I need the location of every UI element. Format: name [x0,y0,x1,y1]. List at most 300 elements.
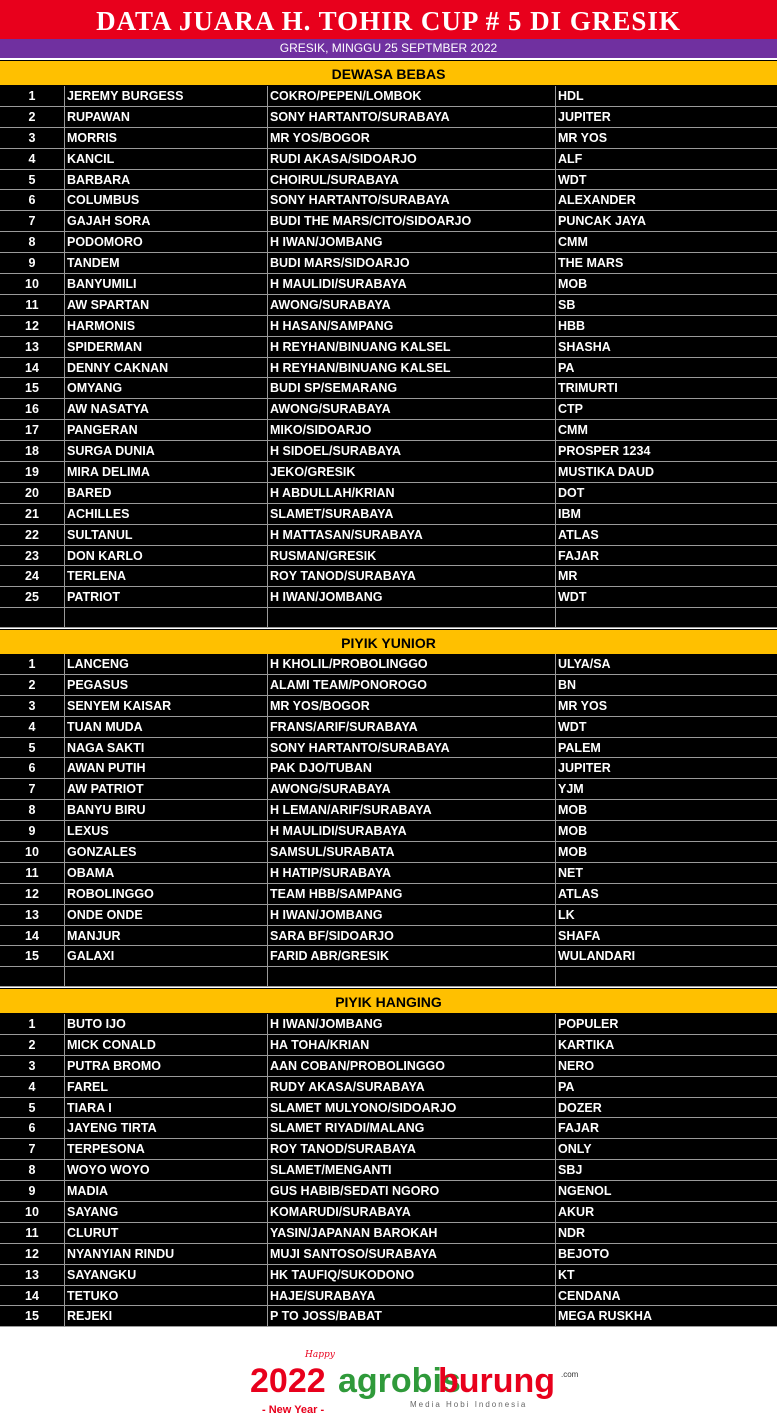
table-row [0,587,777,608]
bird-name-cell: BUTO IJO [65,1014,268,1034]
results-table [0,654,777,987]
event-date: GRESIK, MINGGU 25 SEPTMBER 2022 [0,39,777,58]
table-row [0,358,777,379]
owner-cell: SONY HARTANTO/SURABAYA [268,738,556,758]
logo-new-year: - New Year - [262,1404,325,1416]
table-row [0,1056,777,1077]
logo-brand-burung: burung [438,1362,556,1400]
rank-cell: 7 [0,211,65,231]
table-row [0,1077,777,1098]
owner-cell: MR YOS/BOGOR [268,696,556,716]
bird-name-cell: COLUMBUS [65,190,268,210]
table-row [0,696,777,717]
bird-name-cell: SAYANG [65,1202,268,1222]
rank-cell: 5 [0,170,65,190]
rank-cell: 11 [0,295,65,315]
team-cell: KARTIKA [558,1037,615,1052]
bird-name-cell: MORRIS [65,128,268,148]
owner-cell: H KHOLIL/PROBOLINGGO [268,654,556,674]
table-row [0,441,777,462]
rank-cell: 23 [0,546,65,566]
owner-cell: SLAMET RIYADI/MALANG [268,1118,556,1138]
table-row [0,1244,777,1265]
rank-cell: 14 [0,358,65,378]
rank-cell: 14 [0,1286,65,1306]
empty-cell [65,608,268,627]
team-cell: MOB [558,803,588,818]
team-cell: PROSPER 1234 [558,444,651,459]
bird-name-cell: KANCIL [65,149,268,169]
logo-happy-text: Happy [305,1350,335,1360]
bird-name-cell: DENNY CAKNAN [65,358,268,378]
team-cell: NET [558,865,583,880]
team-cell: SHAFA [558,928,601,943]
rank-cell: 10 [0,842,65,862]
owner-cell: H REYHAN/BINUANG KALSEL [268,337,556,357]
owner-cell: FARID ABR/GRESIK [268,946,556,966]
rank-cell: 1 [0,654,65,674]
bird-name-cell: CLURUT [65,1223,268,1243]
team-cell: CENDANA [558,1288,621,1303]
table-row [0,1181,777,1202]
section-header: DEWASA BEBAS [0,60,777,86]
rank-cell: 15 [0,1306,65,1326]
results-table [0,1014,777,1327]
owner-cell: SLAMET/MENGANTI [268,1160,556,1180]
empty-cell [556,967,777,986]
rank-cell: 4 [0,1077,65,1097]
owner-cell: AWONG/SURABAYA [268,295,556,315]
bird-name-cell: BANYUMILI [65,274,268,294]
team-cell: POPULER [558,1017,619,1031]
rank-cell: 21 [0,504,65,524]
owner-cell: CHOIRUL/SURABAYA [268,170,556,190]
owner-cell: HAJE/SURABAYA [268,1286,556,1306]
owner-cell: SLAMET/SURABAYA [268,504,556,524]
owner-cell: MIKO/SIDOARJO [268,420,556,440]
table-row [0,546,777,567]
team-cell: WDT [558,172,587,187]
team-cell: NGENOL [558,1184,612,1199]
empty-cell [0,967,65,986]
owner-cell: AAN COBAN/PROBOLINGGO [268,1056,556,1076]
rank-cell: 8 [0,1160,65,1180]
logo-year: 2022 [250,1362,326,1400]
team-cell: MR [558,569,578,584]
owner-cell: RUDI AKASA/SIDOARJO [268,149,556,169]
owner-cell: H SIDOEL/SURABAYA [268,441,556,461]
bird-name-cell: HARMONIS [65,316,268,336]
rank-cell: 17 [0,420,65,440]
bird-name-cell: ONDE ONDE [65,905,268,925]
owner-cell: YASIN/JAPANAN BAROKAH [268,1223,556,1243]
rank-cell: 11 [0,863,65,883]
team-cell: WULANDARI [558,949,636,964]
bird-name-cell: OBAMA [65,863,268,883]
table-row [0,1118,777,1139]
logo-brand-agrobis: agrobis [338,1362,461,1400]
team-cell: LK [558,907,575,922]
table-row [0,107,777,128]
owner-cell: P TO JOSS/BABAT [268,1306,556,1326]
table-row [0,905,777,926]
table-row [0,1139,777,1160]
rank-cell: 25 [0,587,65,607]
team-cell: ONLY [558,1142,592,1157]
team-cell: IBM [558,506,581,521]
rank-cell: 24 [0,566,65,586]
owner-cell: KOMARUDI/SURABAYA [268,1202,556,1222]
bird-name-cell: MIRA DELIMA [65,462,268,482]
owner-cell: GUS HABIB/SEDATI NGORO [268,1181,556,1201]
table-row [0,1160,777,1181]
table-row [0,232,777,253]
rank-cell: 12 [0,884,65,904]
table-row [0,1265,777,1286]
team-cell: MOB [558,277,588,292]
rank-cell: 5 [0,738,65,758]
bird-name-cell: WOYO WOYO [65,1160,268,1180]
owner-cell: ALAMI TEAM/PONOROGO [268,675,556,695]
section-header: PIYIK HANGING [0,988,777,1014]
owner-cell: MR YOS/BOGOR [268,128,556,148]
table-row [0,1035,777,1056]
bird-name-cell: TANDEM [65,253,268,273]
table-row [0,1014,777,1035]
team-cell: CTP [558,402,583,417]
bird-name-cell: REJEKI [65,1306,268,1326]
bird-name-cell: FAREL [65,1077,268,1097]
owner-cell: RUSMAN/GRESIK [268,546,556,566]
bird-name-cell: AW PATRIOT [65,779,268,799]
owner-cell: RUDY AKASA/SURABAYA [268,1077,556,1097]
blank-row [0,608,777,628]
empty-cell [0,608,65,627]
owner-cell: H IWAN/JOMBANG [268,232,556,252]
owner-cell: AWONG/SURABAYA [268,399,556,419]
logo-domain: .com [561,1370,579,1379]
owner-cell: H ABDULLAH/KRIAN [268,483,556,503]
table-row [0,378,777,399]
rank-cell: 4 [0,717,65,737]
table-row [0,211,777,232]
bird-name-cell: JAYENG TIRTA [65,1118,268,1138]
rank-cell: 13 [0,905,65,925]
team-cell: DOZER [558,1100,602,1115]
table-row [0,1098,777,1119]
bird-name-cell: AWAN PUTIH [65,758,268,778]
bird-name-cell: SENYEM KAISAR [65,696,268,716]
table-row [0,800,777,821]
bird-name-cell: PEGASUS [65,675,268,695]
bird-name-cell: BARBARA [65,170,268,190]
page-title: DATA JUARA H. TOHIR CUP # 5 DI GRESIK [0,0,777,39]
team-cell: CMM [558,423,588,438]
rank-cell: 12 [0,1244,65,1264]
table-row [0,675,777,696]
owner-cell: SAMSUL/SURABATA [268,842,556,862]
rank-cell: 9 [0,821,65,841]
team-cell: JUPITER [558,761,611,776]
bird-name-cell: GALAXI [65,946,268,966]
team-cell: CMM [558,235,588,250]
team-cell: ATLAS [558,886,599,901]
rank-cell: 20 [0,483,65,503]
bird-name-cell: TUAN MUDA [65,717,268,737]
owner-cell: H HASAN/SAMPANG [268,316,556,336]
table-row [0,525,777,546]
team-cell: DOT [558,485,585,500]
team-cell: FAJAR [558,548,599,563]
bird-name-cell: AW NASATYA [65,399,268,419]
rank-cell: 6 [0,190,65,210]
rank-cell: 8 [0,800,65,820]
empty-cell [268,608,556,627]
table-row [0,128,777,149]
owner-cell: SARA BF/SIDOARJO [268,926,556,946]
rank-cell: 3 [0,696,65,716]
team-cell: PUNCAK JAYA [558,214,646,229]
rank-cell: 18 [0,441,65,461]
rank-cell: 1 [0,1014,65,1034]
owner-cell: AWONG/SURABAYA [268,779,556,799]
team-cell: ALEXANDER [558,193,636,208]
owner-cell: H IWAN/JOMBANG [268,587,556,607]
bird-name-cell: LEXUS [65,821,268,841]
owner-cell: FRANS/ARIF/SURABAYA [268,717,556,737]
owner-cell: ROY TANOD/SURABAYA [268,566,556,586]
table-row [0,316,777,337]
team-cell: THE MARS [558,256,624,271]
rank-cell: 13 [0,337,65,357]
bird-name-cell: SURGA DUNIA [65,441,268,461]
team-cell: PA [558,1079,575,1094]
rank-cell: 5 [0,1098,65,1118]
team-cell: PA [558,360,575,375]
bird-name-cell: NAGA SAKTI [65,738,268,758]
rank-cell: 22 [0,525,65,545]
rank-cell: 4 [0,149,65,169]
owner-cell: H MAULIDI/SURABAYA [268,821,556,841]
team-cell: NDR [558,1225,586,1240]
results-table [0,86,777,628]
bird-name-cell: PUTRA BROMO [65,1056,268,1076]
owner-cell: SONY HARTANTO/SURABAYA [268,190,556,210]
team-cell: BN [558,677,577,692]
bird-name-cell: TIARA I [65,1098,268,1118]
owner-cell: H IWAN/JOMBANG [268,1014,556,1034]
table-row [0,738,777,759]
empty-cell [556,608,777,627]
owner-cell: H LEMAN/ARIF/SURABAYA [268,800,556,820]
owner-cell: HA TOHA/KRIAN [268,1035,556,1055]
bird-name-cell: RUPAWAN [65,107,268,127]
table-row [0,462,777,483]
table-row [0,170,777,191]
rank-cell: 10 [0,1202,65,1222]
rank-cell: 15 [0,378,65,398]
bird-name-cell: SAYANGKU [65,1265,268,1285]
team-cell: JUPITER [558,109,611,124]
table-row [0,1286,777,1307]
team-cell: ULYA/SA [558,657,611,671]
owner-cell: BUDI MARS/SIDOARJO [268,253,556,273]
table-row [0,717,777,738]
team-cell: MOB [558,845,588,860]
rank-cell: 13 [0,1265,65,1285]
rank-cell: 9 [0,253,65,273]
team-cell: HDL [558,89,584,103]
owner-cell: H HATIP/SURABAYA [268,863,556,883]
bird-name-cell: PATRIOT [65,587,268,607]
bird-name-cell: ACHILLES [65,504,268,524]
owner-cell: H REYHAN/BINUANG KALSEL [268,358,556,378]
table-row [0,884,777,905]
bird-name-cell: TETUKO [65,1286,268,1306]
table-row [0,504,777,525]
table-row [0,253,777,274]
rank-cell: 2 [0,675,65,695]
team-cell: AKUR [558,1205,595,1220]
rank-cell: 16 [0,399,65,419]
team-cell: MR YOS [558,698,608,713]
team-cell: MR YOS [558,130,608,145]
owner-cell: HK TAUFIQ/SUKODONO [268,1265,556,1285]
table-row [0,420,777,441]
owner-cell: BUDI THE MARS/CITO/SIDOARJO [268,211,556,231]
rank-cell: 3 [0,128,65,148]
team-cell: ATLAS [558,527,599,542]
table-row [0,842,777,863]
bird-name-cell: SPIDERMAN [65,337,268,357]
bird-name-cell: NYANYIAN RINDU [65,1244,268,1264]
bird-name-cell: TERLENA [65,566,268,586]
team-cell: SHASHA [558,339,611,354]
owner-cell: PAK DJO/TUBAN [268,758,556,778]
owner-cell: H MAULIDI/SURABAYA [268,274,556,294]
team-cell: KT [558,1267,575,1282]
team-cell: MEGA RUSKHA [558,1309,652,1324]
team-cell: MOB [558,824,588,839]
owner-cell: TEAM HBB/SAMPANG [268,884,556,904]
bird-name-cell: BARED [65,483,268,503]
section-header: PIYIK YUNIOR [0,629,777,655]
rank-cell: 12 [0,316,65,336]
team-cell: WDT [558,590,587,605]
team-cell: TRIMURTI [558,381,618,396]
owner-cell: ROY TANOD/SURABAYA [268,1139,556,1159]
rank-cell: 3 [0,1056,65,1076]
table-row [0,779,777,800]
rank-cell: 11 [0,1223,65,1243]
team-cell: HBB [558,318,586,333]
bird-name-cell: MANJUR [65,926,268,946]
table-row [0,758,777,779]
table-row [0,483,777,504]
table-row [0,654,777,675]
table-row [0,926,777,947]
table-row [0,190,777,211]
bird-name-cell: SULTANUL [65,525,268,545]
bird-name-cell: MADIA [65,1181,268,1201]
table-row [0,946,777,967]
team-cell: PALEM [558,740,601,755]
bird-name-cell: GAJAH SORA [65,211,268,231]
team-cell: BEJOTO [558,1246,610,1261]
table-row [0,274,777,295]
team-cell: YJM [558,782,584,797]
owner-cell: BUDI SP/SEMARANG [268,378,556,398]
empty-cell [65,967,268,986]
rank-cell: 6 [0,758,65,778]
table-row [0,566,777,587]
team-cell: WDT [558,719,587,734]
bird-name-cell: DON KARLO [65,546,268,566]
bird-name-cell: JEREMY BURGESS [65,86,268,106]
rank-cell: 1 [0,86,65,106]
team-cell: SBJ [558,1163,583,1178]
bird-name-cell: TERPESONA [65,1139,268,1159]
table-row [0,399,777,420]
bird-name-cell: AW SPARTAN [65,295,268,315]
rank-cell: 8 [0,232,65,252]
table-row [0,1202,777,1223]
team-cell: SB [558,297,576,312]
rank-cell: 2 [0,107,65,127]
owner-cell: SLAMET MULYONO/SIDOARJO [268,1098,556,1118]
empty-cell [268,967,556,986]
rank-cell: 9 [0,1181,65,1201]
rank-cell: 7 [0,1139,65,1159]
rank-cell: 15 [0,946,65,966]
table-row [0,1306,777,1327]
rank-cell: 10 [0,274,65,294]
rank-cell: 19 [0,462,65,482]
rank-cell: 6 [0,1118,65,1138]
owner-cell: H MATTASAN/SURABAYA [268,525,556,545]
owner-cell: COKRO/PEPEN/LOMBOK [268,86,556,106]
owner-cell: MUJI SANTOSO/SURABAYA [268,1244,556,1264]
blank-row [0,967,777,987]
bird-name-cell: GONZALES [65,842,268,862]
brand-logo [250,1350,580,1416]
bird-name-cell: OMYANG [65,378,268,398]
table-row [0,1223,777,1244]
bird-name-cell: PODOMORO [65,232,268,252]
team-cell: FAJAR [558,1121,599,1136]
table-row [0,295,777,316]
team-cell: ALF [558,151,583,166]
table-row [0,863,777,884]
bird-name-cell: LANCENG [65,654,268,674]
rank-cell: 14 [0,926,65,946]
rank-cell: 7 [0,779,65,799]
team-cell: MUSTIKA DAUD [558,465,655,480]
table-row [0,149,777,170]
owner-cell: SONY HARTANTO/SURABAYA [268,107,556,127]
table-row [0,86,777,107]
bird-name-cell: MICK CONALD [65,1035,268,1055]
bird-name-cell: PANGERAN [65,420,268,440]
bird-name-cell: ROBOLINGGO [65,884,268,904]
bird-name-cell: BANYU BIRU [65,800,268,820]
owner-cell: JEKO/GRESIK [268,462,556,482]
table-row [0,821,777,842]
owner-cell: H IWAN/JOMBANG [268,905,556,925]
rank-cell: 2 [0,1035,65,1055]
team-cell: NERO [558,1058,595,1073]
table-row [0,337,777,358]
